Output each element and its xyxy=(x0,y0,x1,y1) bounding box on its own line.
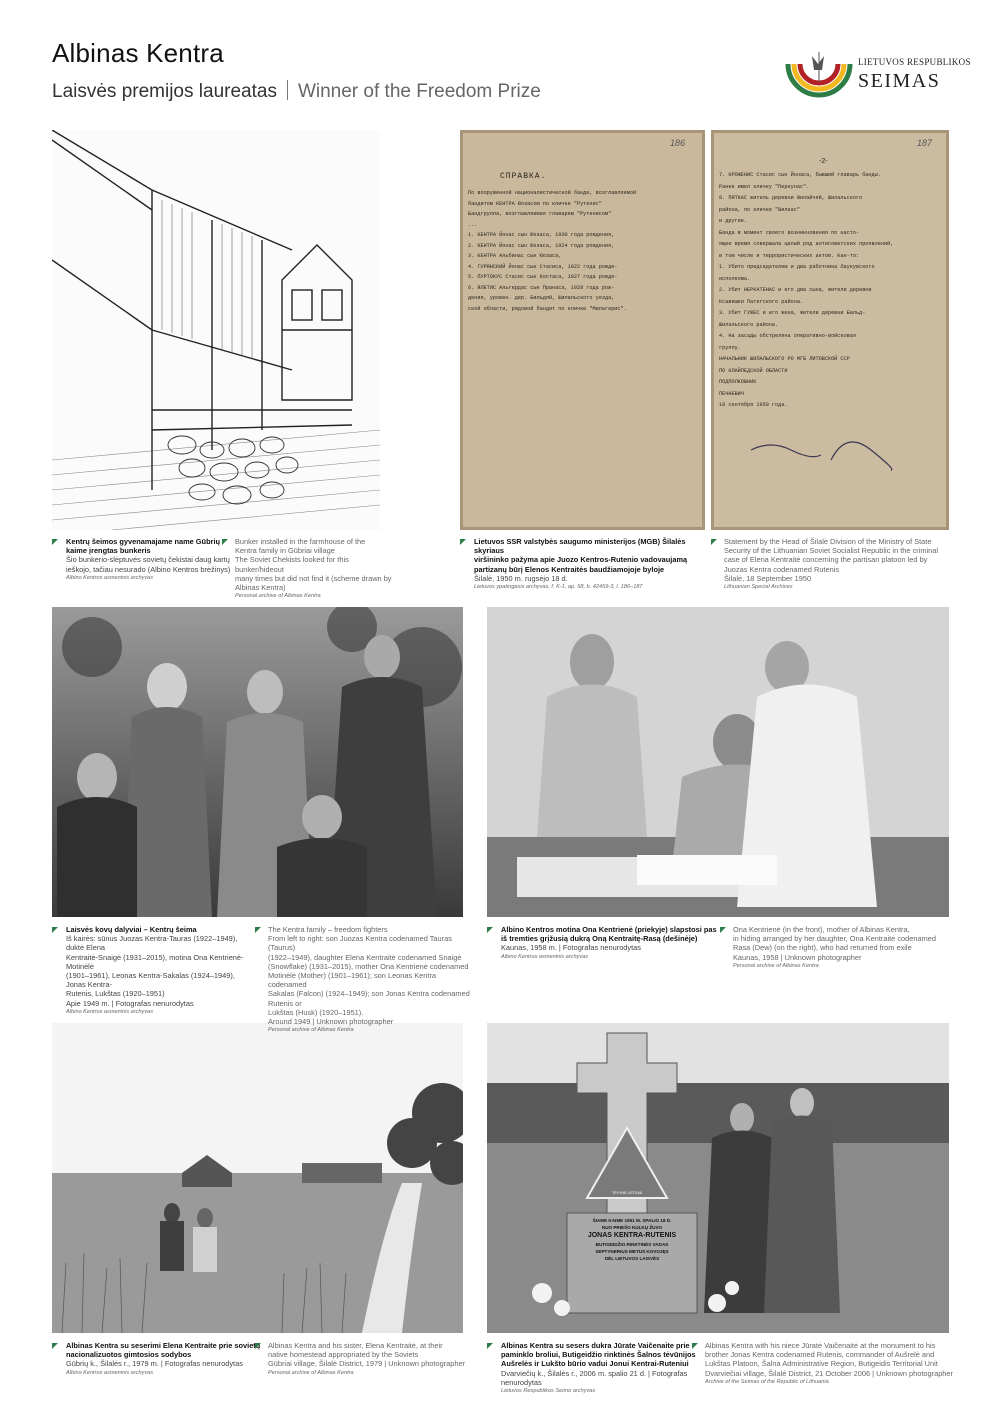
caption-line: Rutenis, Lukštas (1920–1951) xyxy=(66,989,165,999)
document-line: ПЕЧНЕВИЧ xyxy=(719,390,744,397)
document-line: Бандгруппа, возглавляемая главарем "Рутенисом" xyxy=(468,211,612,217)
document-line: ской области, рядовой бандит по кличке "Милагерис". xyxy=(468,305,627,312)
monument-line-2: NUO PRIEŠO KULKŲ ŽUVO xyxy=(601,1225,663,1230)
document-line: 18 сентября 1950 года. xyxy=(719,402,788,408)
caption-line: Gūbriai village, Šilalė District, 1979 | Unknown photographer xyxy=(268,1359,466,1369)
caption-line: Rasa (Dew) (on the right), who had returned from exile xyxy=(733,943,912,953)
caption-marker-icon xyxy=(255,927,261,933)
caption-line: Lietuvos SSR valstybės saugumo ministerijos (MGB) Šilalės skyriaus xyxy=(474,537,686,556)
caption-line: paminklo broliui, Butigeidžio rinktinės Šalnos tėvūnijos xyxy=(501,1350,696,1360)
document-line: 2. Убит НЕРКАТЕНАС и его два сына, жители деревни xyxy=(719,287,872,293)
caption-line: Kentraitė-Snaigė (1931–2015), motina Ona Kentrienė-Motinėlė xyxy=(66,952,244,971)
caption-line: Around 1949 | Unknown photographer xyxy=(268,1017,394,1027)
monument-line-4: BUTIGEIDŽIO RINKTINĖS VADAS xyxy=(595,1242,669,1247)
seimas-emblem-icon xyxy=(784,52,854,98)
caption-archive-source: Lietuvos Respublikos Seimo archyvas xyxy=(501,1388,596,1395)
caption-archive-source: Archive of the Seimas of the Republic of Lithuania xyxy=(705,1378,829,1385)
subtitle-en: Winner of the Freedom Prize xyxy=(297,81,541,102)
caption-line: Iš kairės: sūnus Juozas Kentra-Tauras (1922–1949), duktė Elena xyxy=(66,934,238,953)
caption-archive-source: Albino Kentros asmeninis archyvas xyxy=(66,1369,154,1376)
caption-marker-icon xyxy=(52,539,58,545)
caption-line: Bunker installed in the farmhouse of the xyxy=(235,537,366,546)
caption-marker-icon xyxy=(711,539,717,545)
caption-line: Dvarviečiai village, Šilalė District, 21 October 2006 | Unknown photographer xyxy=(705,1368,953,1378)
monument-line-5: SEPTYNERIUS METUS KOVOJĘS xyxy=(595,1249,669,1254)
document-line: исполкома. xyxy=(719,275,751,282)
caption-line: Kaunas, 1958 | Unknown photographer xyxy=(733,952,862,962)
caption-line: Albinas Kentra su sesers dukra Jūrate Vaičenaite prie xyxy=(501,1341,690,1350)
caption-line: (1922–1949), daughter Elena Kentraitė codenamed Snaigė xyxy=(268,952,462,962)
document-line: ящее время совершала целый ряд антисоветских проявлений, xyxy=(719,241,894,247)
caption-doc-lt xyxy=(474,537,706,591)
caption-line: From left to right: son Juozas Kentra codenamed Tauras (Taurus) xyxy=(268,934,452,953)
caption-archive-source: Albino Kentros asmeninis archyvas xyxy=(66,574,154,581)
caption-line: native homestead appropriated by the Soviets xyxy=(268,1350,419,1360)
caption-archive-source: Personal archive of Albinas Kentra xyxy=(235,593,321,600)
caption-doc-en xyxy=(724,537,956,591)
caption-line: ieškojo, tačiau nesurado (Albino Kentros brėžinys) xyxy=(66,564,231,574)
monument-photo xyxy=(487,1023,949,1333)
caption-line: iš tremties grįžusią dukrą Oną Kentraitę-Rasą (dešinėje) xyxy=(501,934,698,944)
caption-line: Šilalė, 18 September 1950 xyxy=(724,573,812,583)
document-line: 8. ПЯТКАС житель деревни Жилайчяй, Шилальского xyxy=(719,195,863,201)
document-line: 4. ГУРЯНСКИЙ Йонас сын Стасиса, 1922 года рожде- xyxy=(468,263,618,270)
document-line: дения, урожен. дер. Бильдяй, Шилальского уезда, xyxy=(468,295,615,301)
logo-top-text: LIETUVOS RESPUBLIKOS xyxy=(858,57,971,67)
document-line: 1. Убито председателем и два работника Лаукувского xyxy=(719,264,875,270)
doc-right-page-label: -2- xyxy=(819,158,828,165)
document-line: группу. xyxy=(719,344,741,351)
doc-right-page-no: 187 xyxy=(917,138,933,148)
caption-marker-icon xyxy=(222,539,228,545)
caption-line: Albinas Kentra su seserimi Elena Kentraite prie sovietų xyxy=(66,1341,261,1350)
caption-line: Apie 1949 m. | Fotografas nenurodytas xyxy=(66,998,194,1008)
document-line: По вооруженной националистической банде, возглавляемой xyxy=(468,190,637,196)
document-line: бандитом КЕНТРА Юозасом по кличке "Рутенис" xyxy=(468,200,602,207)
caption-archive-source: Albino Kentros asmeninis archyvas xyxy=(66,1008,154,1015)
document-line: 2. КЕНТРА Йонас сын Юозаса, 1924 года рождения, xyxy=(468,242,615,249)
caption-line: Kaunas, 1958 m. | Fotografas nenurodytas xyxy=(501,943,641,953)
caption-line: Kentrų šeimos gyvenamajame name Gūbrių xyxy=(66,537,221,546)
caption-marker-icon xyxy=(460,539,466,545)
caption-line: Dvarviečių k., Šilalės r., 2006 m. spalio 21 d. | Fotografas nenurodytas xyxy=(501,1368,688,1387)
caption-line: (Snowflake) (1931–2015), mother Ona Kentrienė codenamed xyxy=(268,961,469,971)
caption-marker-icon xyxy=(487,1343,493,1349)
subtitle-divider xyxy=(287,80,288,100)
document-line: 1. КЕНТРА Йонас сын Юозаса, 1930 года рождения, xyxy=(468,232,615,238)
caption-archive-source: Lithuanian Special Archives xyxy=(724,584,793,591)
caption-line: brother Jonas Kentra codenamed Rutenis, commander of Aušrelė and xyxy=(705,1350,935,1360)
document-line: Банда в момент своего возникновения по насто- xyxy=(719,229,860,236)
caption-mother-en xyxy=(733,925,955,970)
document-line: ПО КЛАЙПЕДСКОЙ ОБЛАСТИ xyxy=(719,367,788,374)
caption-homestead-lt xyxy=(66,1341,261,1377)
caption-line: Security of the Lithuanian Soviet Socialist Republic in the criminal xyxy=(724,546,939,556)
caption-line: Albinas Kentra) xyxy=(235,583,286,593)
document-line: 4. На засады обстреляна оперативно-войсковая xyxy=(719,333,856,339)
caption-line: kaime įrengtas bunkeris xyxy=(66,546,151,556)
document-line: ПОДПОЛКОВНИК xyxy=(719,379,757,385)
doc-left-title: СПРАВКА. xyxy=(500,172,547,181)
subtitle-lt: Laisvės premijos laureatas xyxy=(52,81,277,102)
monument-line-1: ŠIAME KAIME 1951 M. SPALIO 18 D. xyxy=(592,1218,672,1223)
caption-line: Juozas Kentra codenamed Rutenis xyxy=(724,564,840,574)
caption-line: Ona Kentrienė (in the front), mother of Albinas Kentra, xyxy=(733,925,910,934)
caption-family-en xyxy=(268,925,473,1034)
caption-line: partizanų būrį Elenos Kentraitės baudžiamojoje byloje xyxy=(474,564,665,574)
monument-triangle-text: TĖVYNĖ LIETUVA xyxy=(611,1191,643,1195)
caption-line: The Kentra family – freedom fighters xyxy=(268,925,388,934)
ona-kentriene-photo xyxy=(487,607,949,917)
caption-line: Albino Kentros motina Ona Kentrienė (priekyje) slapstosi pas xyxy=(501,925,717,934)
caption-archive-source: Albino Kentros asmeninis archyvas xyxy=(501,953,589,960)
bunker-sketch-image xyxy=(52,130,380,530)
caption-archive-source: Personal archive of Albinas Kentra xyxy=(268,1369,354,1376)
caption-line: Statement by the Head of Šilalė Division of the Ministry of State xyxy=(724,537,932,546)
caption-line: Aušrelės ir Lukšto būrio vadui Jonui Kentrai-Ruteniui xyxy=(501,1359,689,1369)
caption-marker-icon xyxy=(487,927,493,933)
document-line: НАЧАЛЬНИК ШИЛАЛЬСКОГО РО МГБ ЛИТОВСКОЙ ССР xyxy=(719,356,850,362)
gubriai-homestead-photo xyxy=(52,1023,463,1333)
document-line: и другие. xyxy=(719,218,748,224)
caption-line: Šilalė, 1950 m. rugsėjo 18 d. xyxy=(474,573,568,583)
caption-line: (1901–1961), Leonas Kentra-Sakalas (1924–1949), Jonas Kentra- xyxy=(66,971,235,990)
page-subtitle xyxy=(52,80,541,103)
caption-archive-source: Personal archive of Albinas Kentra xyxy=(733,962,819,969)
doc-left-page-no: 186 xyxy=(670,138,686,148)
mgb-document-page-1 xyxy=(460,130,705,530)
caption-line: Kentra family in Gūbriai village xyxy=(235,546,335,556)
caption-marker-icon xyxy=(52,927,58,933)
caption-line: Motinėlė (Mother) (1901–1961); son Leonas Kentra codenamed xyxy=(268,971,437,990)
caption-bunker-lt xyxy=(66,537,231,582)
document-line: Шилальского района. xyxy=(719,321,779,328)
caption-line: viršininko pažyma apie Juozo Kentros-Rutenio vadovaujamą xyxy=(474,555,688,565)
caption-mother-lt xyxy=(501,925,721,961)
kentra-family-photo xyxy=(52,607,463,917)
caption-marker-icon xyxy=(720,927,726,933)
caption-line: Lukštas Platoon, Šalna Administrative Region, Butigeidis Territorial Unit xyxy=(705,1359,938,1369)
document-line: 3. Убит ГУЖЕС и его жена, жители деревни Бальд- xyxy=(719,310,866,316)
page-title: Albinas Kentra xyxy=(52,38,224,68)
document-line: Ксавишки Пагегского района. xyxy=(719,298,804,305)
caption-line: Laisvės kovų dalyviai – Kentrų šeima xyxy=(66,925,197,934)
caption-archive-source: Lietuvos ypatingasis archyvas, f. K-1, ap. 58, b. 42459-3, l. 186–187 xyxy=(474,584,643,591)
caption-line: Albinas Kentra with his niece Jūratė Vaičenaitė at the monument to his xyxy=(705,1341,936,1350)
monument-line-6: DĖL LIETUVOS LAISVĖS xyxy=(604,1256,660,1261)
document-line: в том числе и террористических актов. Как-то: xyxy=(719,252,860,259)
caption-marker-icon xyxy=(255,1343,261,1349)
caption-line: in hiding arranged by her daughter, Ona Kentraitė codenamed xyxy=(733,934,936,944)
caption-marker-icon xyxy=(52,1343,58,1349)
caption-line: Sakalas (Falcon) (1924–1949); son Jonas Kentra codenamed Rutenis or xyxy=(268,989,470,1008)
caption-line: many times but did not find it (scheme drawn by xyxy=(235,573,392,583)
caption-homestead-en xyxy=(268,1341,473,1377)
caption-monument-lt xyxy=(501,1341,706,1395)
document-line: Ранее имел кличку "Перкунас". xyxy=(719,183,810,190)
caption-line: Lukštas (Husk) (1920–1951). xyxy=(268,1007,364,1017)
caption-line: case of Elena Kentraitė concerning the partisan platoon led by xyxy=(724,555,928,565)
document-line: 5. ПУРТОКУС Стасис сын Костаса, 1927 года рожде- xyxy=(468,274,618,280)
doc-right-text xyxy=(719,170,945,412)
caption-archive-source: Personal archive of Albinas Kentra xyxy=(268,1027,354,1034)
document-line: 6. ЯЛЕТИС Альгердас сын Пранаса, 1928 года рож- xyxy=(468,284,615,291)
logo-main-text: SEIMAS xyxy=(858,70,941,92)
mgb-document-page-2 xyxy=(711,130,949,530)
monument-name: JONAS KENTRA-RUTENIS xyxy=(587,1232,677,1239)
caption-monument-en xyxy=(705,1341,955,1386)
doc-left-text xyxy=(468,188,700,314)
document-line: района, по кличке "Вилкас" xyxy=(719,206,800,213)
caption-line: Gūbrių k., Šilalės r., 1979 m. | Fotografas nenurodytas xyxy=(66,1359,243,1369)
document-line: ... xyxy=(468,221,478,228)
caption-line: Šio bunkerio-slėptuvės sovietų čekistai daug kartų xyxy=(66,555,230,565)
monument-inscription xyxy=(567,1217,697,1262)
caption-family-lt xyxy=(66,925,256,1016)
caption-marker-icon xyxy=(692,1343,698,1349)
caption-line: The Soviet Chekists looked for this bunker/hideout xyxy=(235,555,349,574)
caption-line: Albinas Kentra and his sister, Elena Kentraitė, at their xyxy=(268,1341,443,1350)
document-line: 7. КРОЖЕНИС Стасис сын Йонаса, бывший главарь банды. xyxy=(719,172,881,178)
caption-line: nacionalizuotos gimtosios sodybos xyxy=(66,1350,192,1360)
caption-bunker-en xyxy=(235,537,395,600)
document-line: 3. КЕНТРА Альбинас сын Юозаса, xyxy=(468,253,562,259)
